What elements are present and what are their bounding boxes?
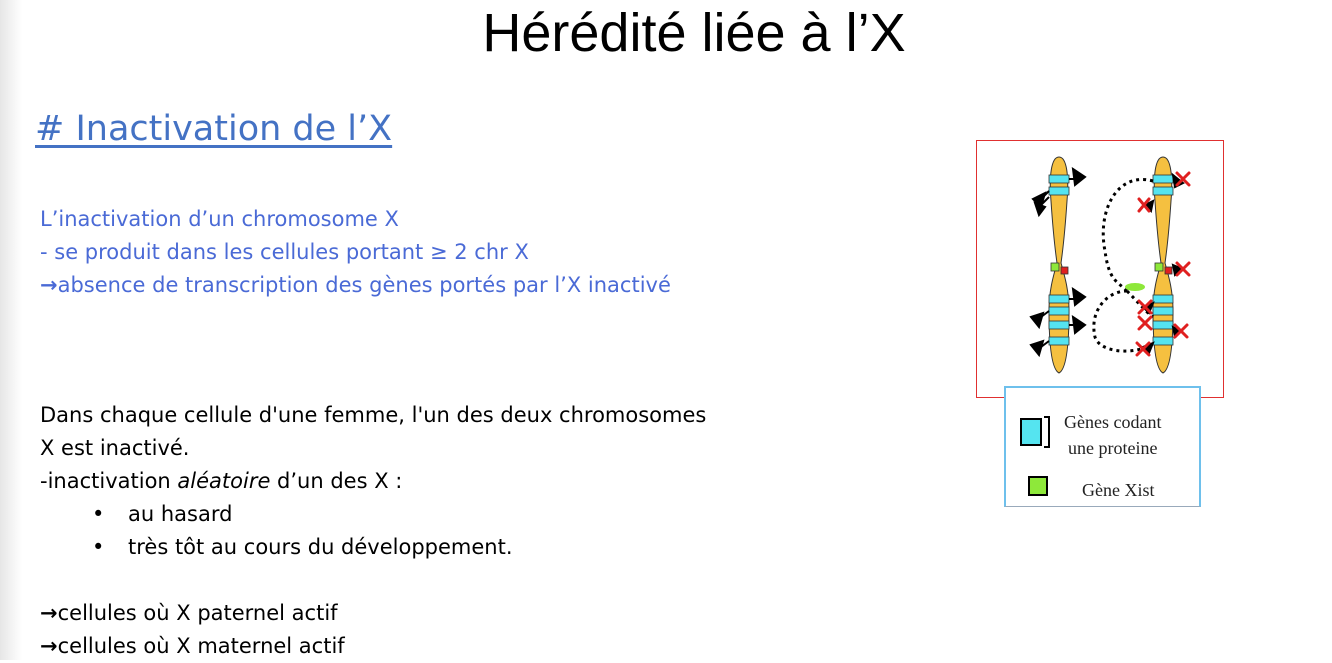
intro-text-block [40,203,800,302]
slide-edge-shadow [0,0,22,660]
bullet-text: très tôt au cours du développement. [128,535,513,559]
result-line-2-text: cellules où X maternel actif [57,634,345,658]
body-line-1: Dans chaque cellule d'une femme, l'un des deux chromosomes [40,403,707,427]
chromosome-diagram [977,141,1225,399]
body-text-block [40,399,800,663]
legend-protein-line-1: Gènes codant [1064,412,1162,432]
result-line-1-text: cellules où X paternel actif [57,601,338,625]
section-heading: # Inactivation de l’X [35,109,393,149]
x-inactivation-figure [976,140,1224,398]
intro-line-3 [40,269,800,302]
active-x-chromosome [1031,157,1085,373]
result-line-2 [40,630,800,663]
arrow-icon: → [40,634,58,658]
arrow-icon: → [40,601,58,625]
body-line-2: X est inactivé. [40,436,190,460]
bracket-icon [1044,416,1050,448]
bullet-item [40,531,800,564]
legend-xist: Gène Xist [1082,480,1155,500]
intro-line-3-text: absence de transcription des gènes portés par l’X inactivé [57,273,671,297]
result-line-1 [40,597,800,630]
body-line-3-suffix: d’un des X : [270,469,403,493]
intro-line-2: - se produit dans les cellules portant ≥ 2 chr X [40,240,529,264]
protein-gene-swatch [1020,418,1042,446]
figure-legend [1004,386,1201,507]
body-line-3-prefix: -inactivation [40,469,178,493]
intro-line-1: L’inactivation d’un chromosome X [40,207,399,231]
spacer [40,564,800,597]
bullet-icon: • [92,535,105,559]
body-line-3 [40,465,800,498]
bullet-item [40,498,800,531]
body-line-3-emphasis: aléatoire [177,469,271,493]
arrow-icon: → [40,273,58,297]
slide-title: Hérédité liée à l’X [482,3,906,63]
bullet-icon: • [92,502,105,526]
inactive-x-chromosome [1094,157,1189,373]
xist-gene-swatch [1028,476,1048,496]
bullet-text: au hasard [128,502,233,526]
legend-protein-line-2: une proteine [1068,438,1158,458]
